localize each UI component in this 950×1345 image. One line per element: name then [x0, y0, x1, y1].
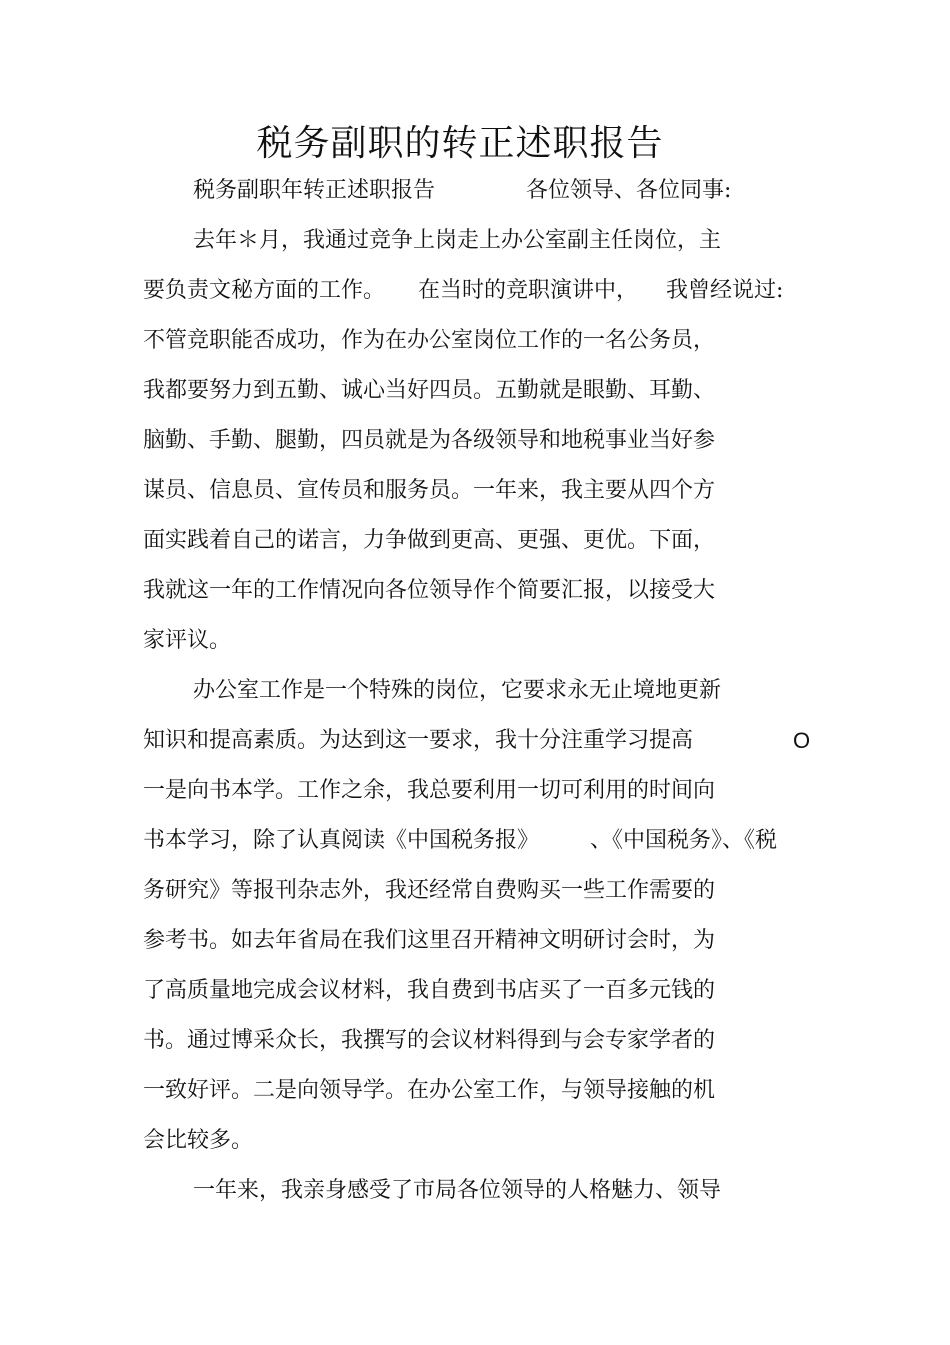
paragraph-line: 一致好评。二是向领导学。在办公室工作，与领导接触的机 [143, 1078, 716, 1103]
paragraph-line: 家评议。 [143, 628, 232, 653]
paragraph-line: 要负责文秘方面的工作。 [143, 278, 386, 303]
document-title: 税务副职的转正述职报告 [256, 123, 664, 164]
paragraph-line: 办公室工作是一个特殊的岗位，它要求永无止境地更新 [193, 678, 722, 703]
paragraph-line: 去年＊月，我通过竞争上岗走上办公室副主任岗位，主 [193, 228, 722, 253]
paragraph-line: 书本学习，除了认真阅读《中国税务报》 [143, 828, 540, 853]
paragraph-line: 在当时的竞职演讲中， [418, 278, 639, 303]
paragraph-line: 脑勤、手勤、腿勤，四员就是为各级领导和地税事业当好参 [143, 428, 716, 453]
paragraph-line: 、《中国税务》、《税 [590, 828, 778, 853]
paragraph-line: 我曾经说过: [666, 278, 784, 303]
stray-mark: O [793, 728, 811, 753]
paragraph-line: 我都要努力到五勤、诚心当好四员。五勤就是眼勤、耳勤、 [143, 378, 716, 403]
paragraph-line: 会比较多。 [143, 1128, 254, 1153]
paragraph-line: 一年来，我亲身感受了市局各位领导的人格魅力、领导 [193, 1178, 722, 1203]
paragraph-line: 面实践着自己的诺言，力争做到更高、更强、更优。下面， [143, 528, 716, 553]
paragraph-line: 务研究》等报刊杂志外，我还经常自费购买一些工作需要的 [143, 878, 716, 903]
paragraph-line: 知识和提高素质。为达到这一要求，我十分注重学习提高 [143, 728, 694, 753]
subtitle-right: 各位领导、各位同事: [526, 178, 732, 203]
paragraph-line: 参考书。如去年省局在我们这里召开精神文明研讨会时，为 [143, 928, 716, 953]
paragraph-line: 谋员、信息员、宣传员和服务员。一年来，我主要从四个方 [143, 478, 716, 503]
paragraph-line: 不管竞职能否成功，作为在办公室岗位工作的一名公务员， [143, 328, 716, 353]
subtitle-left: 税务副职年转正述职报告 [193, 178, 436, 203]
paragraph-line: 我就这一年的工作情况向各位领导作个简要汇报，以接受大 [143, 578, 716, 603]
paragraph-line: 了高质量地完成会议材料，我自费到书店买了一百多元钱的 [143, 978, 716, 1003]
paragraph-line: 一是向书本学。工作之余，我总要利用一切可利用的时间向 [143, 778, 716, 803]
paragraph-line: 书。通过博采众长，我撰写的会议材料得到与会专家学者的 [143, 1028, 716, 1053]
